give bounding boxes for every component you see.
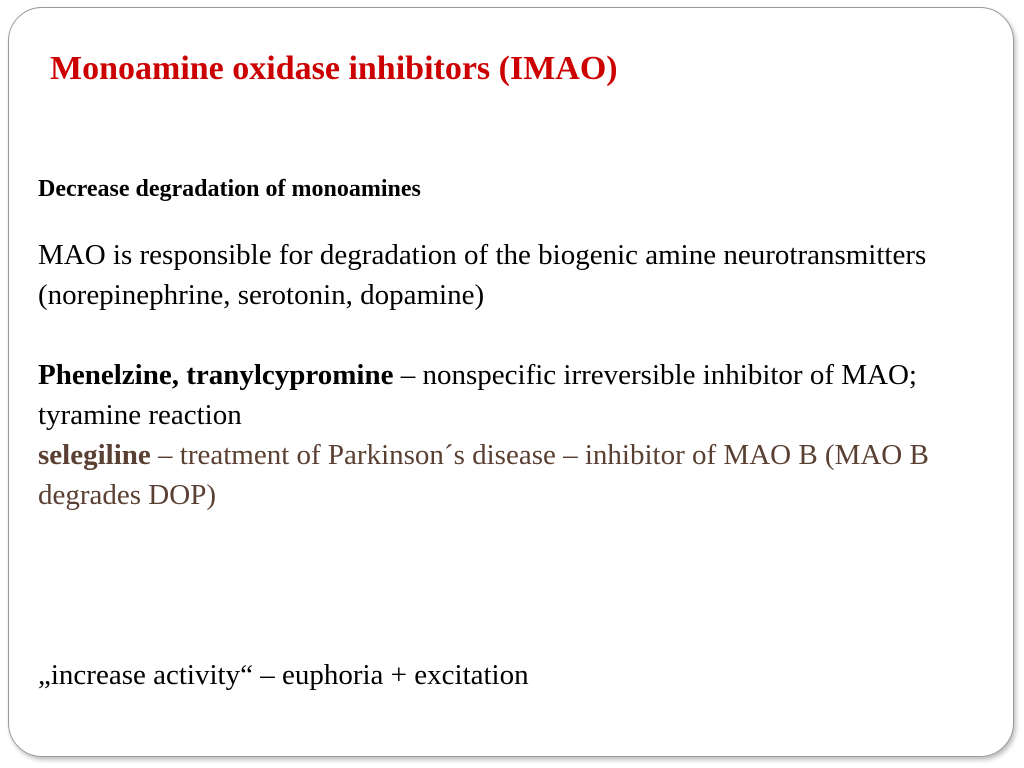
phenelzine-description: – nonspecific irreversible inhibitor of MAO; tyramine reaction bbox=[38, 359, 917, 431]
selegiline-drug-name: selegiline bbox=[38, 439, 151, 471]
subheading: Decrease degradation of monoamines bbox=[38, 176, 421, 202]
footer-note: „increase activity“ – euphoria + excitation bbox=[38, 659, 529, 691]
slide-content bbox=[38, 170, 988, 515]
selegiline-description: – treatment of Parkinson´s disease – inhibitor of MAO B (MAO B degrades DOP) bbox=[38, 439, 929, 511]
selegiline-paragraph bbox=[38, 435, 988, 515]
phenelzine-drug-names: Phenelzine, tranylcypromine bbox=[38, 359, 394, 391]
slide-title: Monoamine oxidase inhibitors (IMAO) bbox=[50, 50, 618, 87]
phenelzine-paragraph bbox=[38, 355, 988, 435]
mao-description: MAO is responsible for degradation of the biogenic amine neurotransmitters (norepinephrine, serotonin, dopamine) bbox=[38, 239, 927, 311]
